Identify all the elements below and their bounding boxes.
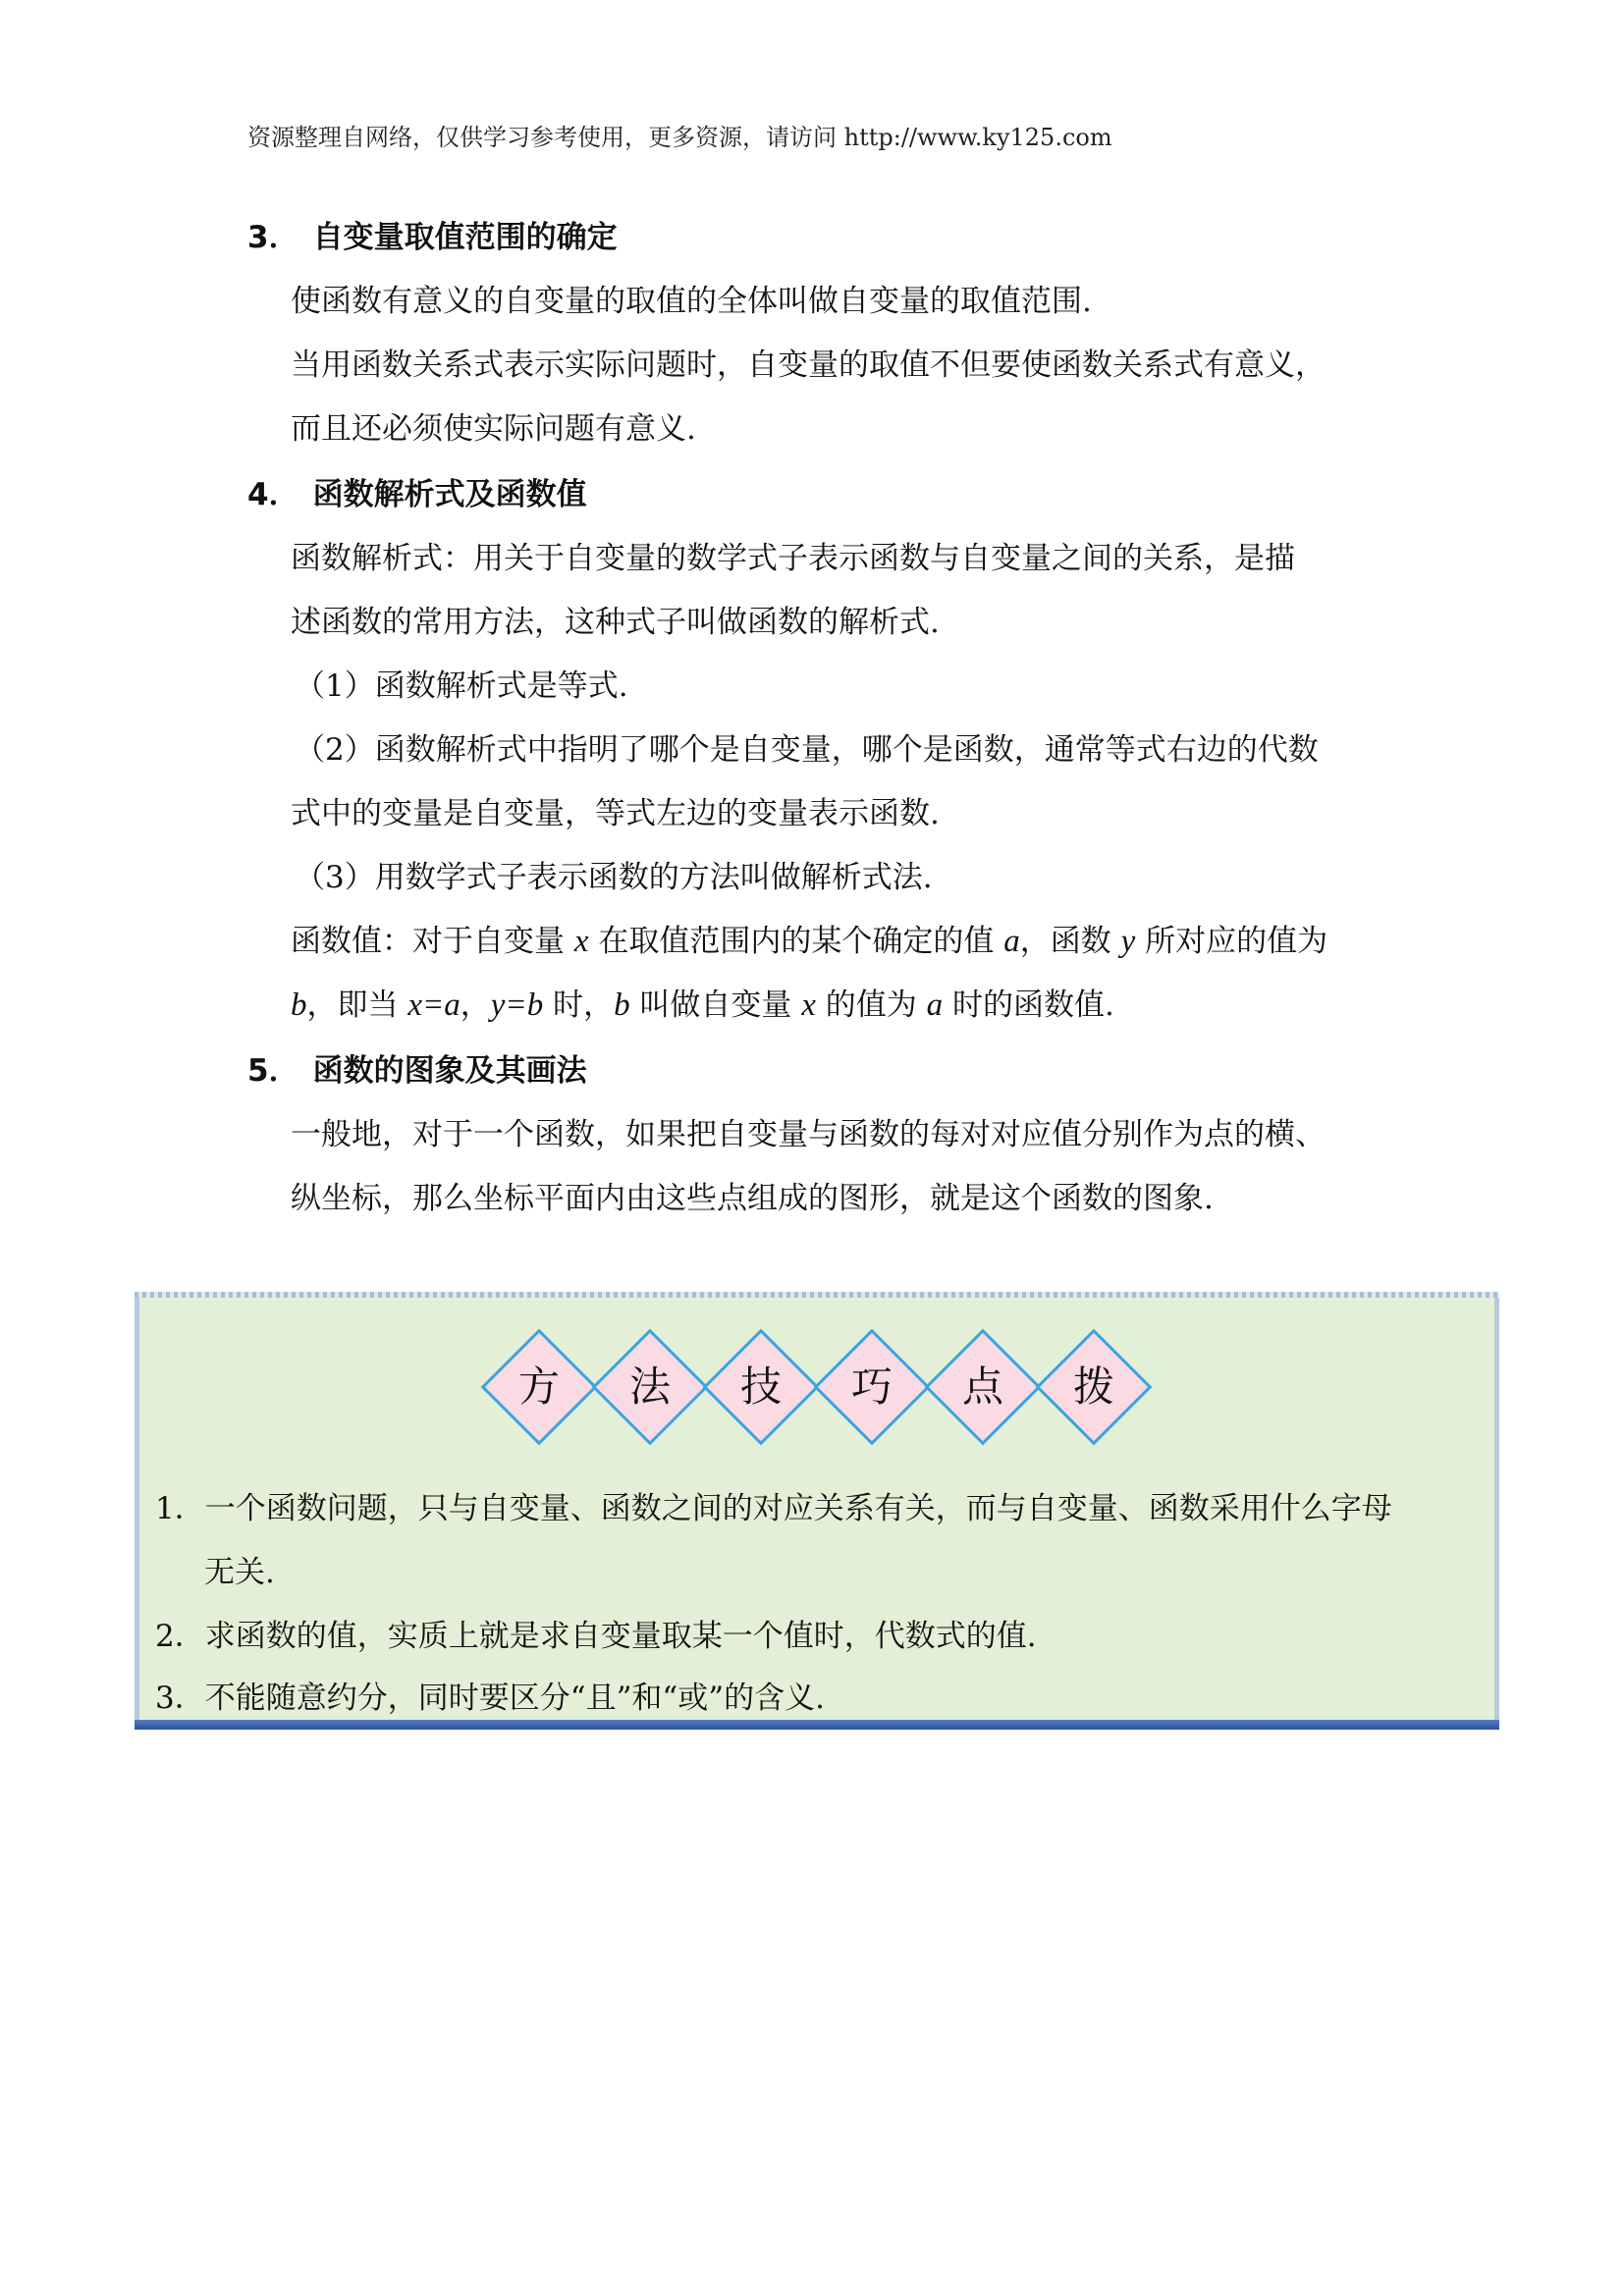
text-run: 叫做自变量 — [629, 988, 802, 1023]
text-run: 的值为 — [815, 988, 927, 1023]
variable-a: a — [926, 988, 944, 1023]
variable-b: b — [614, 988, 630, 1023]
tips-box-bottom-bar — [135, 1720, 1499, 1730]
method-tips-banner — [479, 1327, 1157, 1447]
text-run: 函数值：对于自变量 — [291, 924, 574, 959]
section-3-heading — [247, 212, 618, 256]
section-4-line: 函数解析式：用关于自变量的数学式子表示函数与自变量之间的关系，是描 — [291, 541, 1295, 576]
section-4-number: 4． — [247, 477, 299, 512]
tip-item: 3．不能随意约分，同时要区分“且”和“或”的含义. — [155, 1681, 825, 1716]
banner-char: 点 — [961, 1362, 1003, 1411]
section-5-heading — [247, 1045, 587, 1090]
banner-diamond — [923, 1327, 1043, 1447]
section-4-line: 述函数的常用方法，这种式子叫做函数的解析式. — [291, 605, 940, 640]
variable-x: x — [573, 924, 589, 959]
section-5-line: 一般地，对于一个函数，如果把自变量与函数的每对对应值分别作为点的横、 — [291, 1117, 1326, 1152]
banner-diamond — [812, 1327, 932, 1447]
section-3-number: 3． — [247, 220, 299, 255]
text-run: 所对应的值为 — [1135, 924, 1328, 959]
equation-x-equals-a: x=a — [407, 988, 460, 1023]
variable-b: b — [291, 988, 307, 1023]
section-4-item: （2）函数解析式中指明了哪个是自变量，哪个是函数，通常等式右边的代数 — [295, 732, 1319, 768]
section-5-number: 5． — [247, 1053, 299, 1089]
section-4-title: 函数解析式及函数值 — [312, 477, 587, 512]
text-run: ，即当 — [306, 988, 408, 1023]
text-run: ， — [460, 988, 491, 1023]
section-3-line: 当用函数关系式表示实际问题时，自变量的取值不但要使函数关系式有意义， — [291, 347, 1326, 383]
banner-diamond — [1034, 1327, 1154, 1447]
banner-char: 拨 — [1072, 1362, 1114, 1411]
text-run: 在取值范围内的某个确定的值 — [588, 924, 1004, 959]
section-5-line: 纵坐标，那么坐标平面内由这些点组成的图形，就是这个函数的图象. — [291, 1181, 1214, 1216]
banner-diamond — [701, 1327, 821, 1447]
equation-y-equals-b: y=b — [490, 988, 544, 1023]
banner-char: 巧 — [850, 1362, 893, 1411]
text-run: ，函数 — [1019, 924, 1121, 959]
section-4-item: （1）函数解析式是等式. — [295, 668, 628, 704]
banner-diamond — [479, 1327, 599, 1447]
variable-y: y — [1120, 924, 1136, 959]
function-value-line-2 — [291, 980, 1114, 1024]
banner-diamond — [590, 1327, 710, 1447]
function-value-line-1 — [291, 916, 1327, 960]
banner-char: 技 — [739, 1362, 782, 1411]
section-5-title: 函数的图象及其画法 — [312, 1053, 587, 1089]
section-3-line: 而且还必须使实际问题有意义. — [291, 411, 696, 447]
variable-x: x — [801, 988, 816, 1023]
banner-char: 法 — [628, 1362, 671, 1411]
section-4-line: 式中的变量是自变量，等式左边的变量表示函数. — [291, 796, 940, 831]
tips-box-top-edge — [135, 1292, 1499, 1298]
header-note: 资源整理自网络，仅供学习参考使用，更多资源，请访问 http://www.ky125.com — [247, 124, 1112, 151]
section-3-title: 自变量取值范围的确定 — [312, 220, 618, 255]
section-4-heading — [247, 469, 587, 513]
banner-char: 方 — [517, 1362, 560, 1411]
tip-item: 1．一个函数问题，只与自变量、函数之间的对应关系有关，而与自变量、函数采用什么字母 — [155, 1491, 1392, 1526]
text-run: 时， — [543, 988, 615, 1023]
variable-a: a — [1003, 924, 1020, 959]
text-run: 时的函数值. — [943, 988, 1114, 1023]
tip-item: 2．求函数的值，实质上就是求自变量取某一个值时，代数式的值. — [155, 1619, 1037, 1654]
section-4-item: （3）用数学式子表示函数的方法叫做解析式法. — [295, 860, 933, 895]
section-3-line: 使函数有意义的自变量的取值的全体叫做自变量的取值范围. — [291, 284, 1092, 319]
tip-item-continuation: 无关. — [204, 1555, 275, 1590]
